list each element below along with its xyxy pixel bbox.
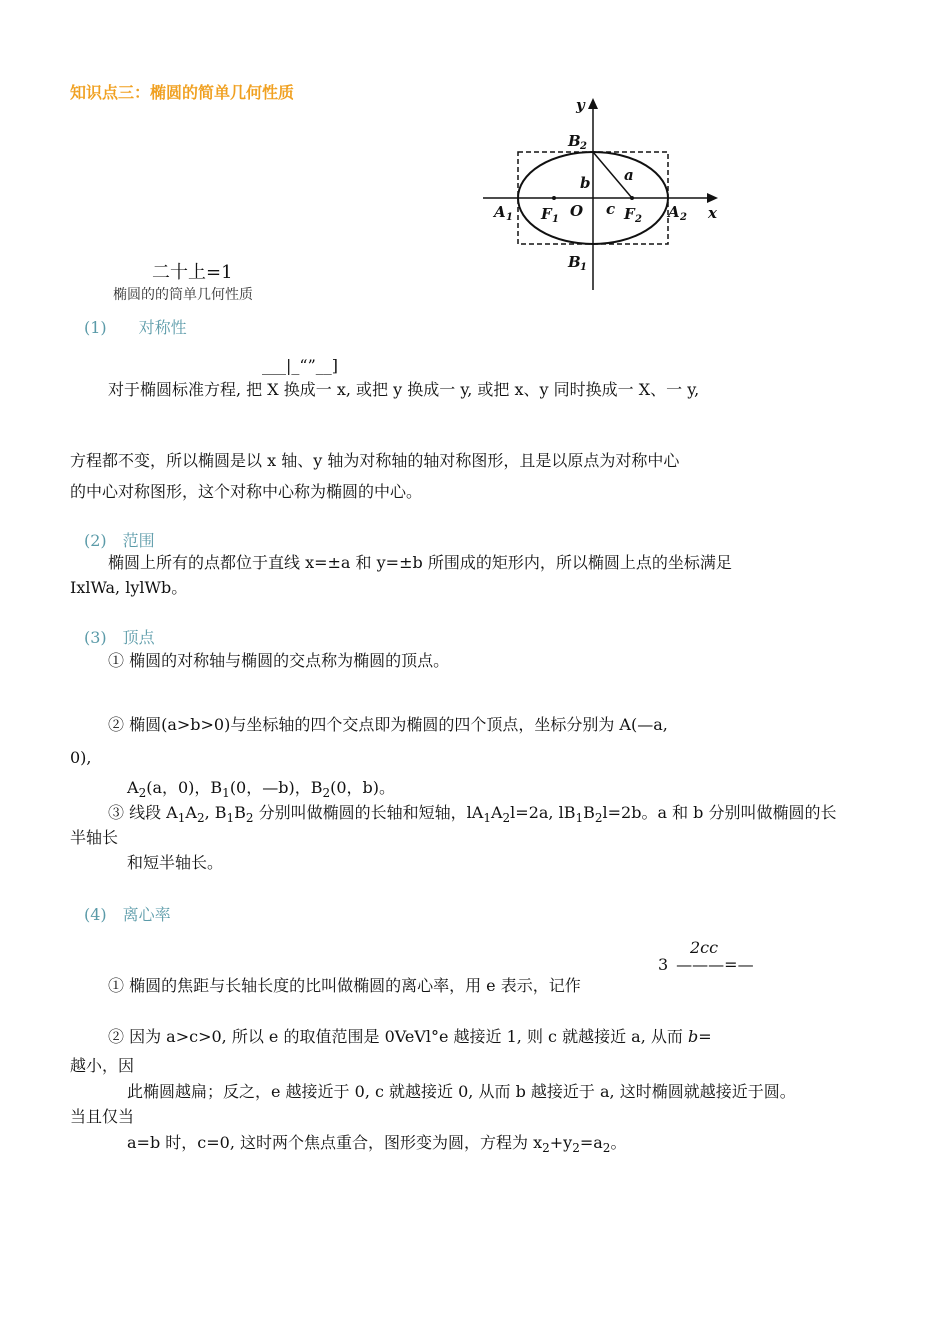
svg-text:1: 1 (552, 214, 559, 225)
y-axis-arrow (588, 98, 598, 109)
vertices-item-2-cont: 0), (70, 748, 92, 767)
label-b: b (580, 174, 591, 192)
label-a: a (624, 166, 634, 184)
y-axis-label: y (576, 96, 585, 114)
label-a1: A (494, 203, 506, 221)
label-c: c (606, 200, 616, 218)
vertex-coordinates: $A_2(a$，0)，$B_1(0$，—b)，$B_2(0$，b)。 (127, 778, 396, 801)
eccentricity-item-1: ① 椭圆的焦距与长轴长度的比叫做椭圆的离心率，用 e 表示，记作 (108, 976, 581, 995)
garbled-equation: 二十上=1 (152, 262, 233, 283)
symmetry-line-1: 对于椭圆标准方程, 把 X 换成一 x, 或把 y 换成一 y, 或把 x、y 同时换成一 X、一 y, (108, 380, 700, 399)
svg-text:2: 2 (580, 141, 587, 152)
vertices-item-2: ② 椭圆(a>b>0)与坐标轴的四个交点即为椭圆的四个顶点，坐标分别为 A(—a, (108, 715, 668, 734)
label-f2: F (624, 205, 635, 223)
label-b1: B (568, 253, 581, 271)
x-axis-label: x (708, 204, 717, 222)
formula-numerator: 2cc (690, 938, 719, 957)
svg-text:1: 1 (506, 212, 513, 223)
eccentricity-item-2-cont: 越小，因 (70, 1056, 135, 1075)
heading-vertices: (3) 顶点 (84, 628, 155, 647)
ellipse-diagram (478, 92, 728, 292)
focus-f1 (552, 196, 556, 200)
label-a2: A (668, 203, 680, 221)
svg-text:1: 1 (580, 262, 587, 273)
range-line-1: 椭圆上所有的点都位于直线 x=±a 和 y=±b 所围成的矩形内，所以椭圆上点的坐标满足 (108, 553, 732, 572)
heading-eccentricity: (4) 离心率 (84, 905, 171, 924)
eccentricity-item-2-line-3: 此椭圆越扁；反之，e 越接近于 0, c 就越接近 0, 从而 b 越接近于 a, 这时椭圆就越接近于圆。 (127, 1082, 796, 1101)
eccentricity-item-2-line-5: a=b 时，c=0, 这时两个焦点重合，图形变为圆，方程为 $x_2+y_2=a_2$。 (127, 1133, 627, 1156)
svg-text:2: 2 (680, 212, 687, 223)
cut-caption: 椭圆的的筒单几何性质 (113, 287, 253, 303)
formula-line: 3 ———=— (658, 955, 754, 974)
x-axis-arrow (707, 193, 718, 203)
vertices-item-3-cont: 半轴长 (70, 828, 119, 847)
text-fragment: ___|_“”__] (262, 356, 338, 375)
section-title: 知识点三：椭圆的简单几何性质 (70, 83, 295, 102)
label-b2: B (568, 132, 581, 150)
svg-text:2: 2 (635, 214, 642, 225)
eccentricity-item-2-line-4: 当且仅当 (70, 1107, 135, 1126)
vertices-item-3-end: 和短半轴长。 (127, 853, 224, 872)
label-f1: F (541, 205, 552, 223)
label-origin: O (570, 202, 584, 220)
focus-f2 (630, 196, 634, 200)
range-line-2: IxlWa, lylWb。 (70, 578, 188, 597)
symmetry-line-3: 的中心对称图形，这个对称中心称为椭圆的中心。 (70, 482, 423, 501)
eccentricity-item-2: ② 因为 a>c>0, 所以 e 的取值范围是 0VeVl°e 越接近 1, 则 c 就越接近 a, 从而 b= (108, 1027, 712, 1046)
heading-range: (2) 范围 (84, 531, 155, 550)
symmetry-line-2: 方程都不变，所以椭圆是以 x 轴、y 轴为对称轴的轴对称图形，且是以原点为对称中心 (70, 451, 680, 470)
vertices-item-3: ③ 线段 $A_1A_2$, $B_1B_2$ 分别叫做椭圆的长轴和短轴，$lA_1A_2l=2a$, $lB_1B_2l=2b$。a 和 b 分别叫做椭圆的长 (108, 803, 837, 826)
vertices-item-1: ① 椭圆的对称轴与椭圆的交点称为椭圆的顶点。 (108, 651, 450, 670)
heading-symmetry: (1) 对称性 (84, 318, 187, 337)
